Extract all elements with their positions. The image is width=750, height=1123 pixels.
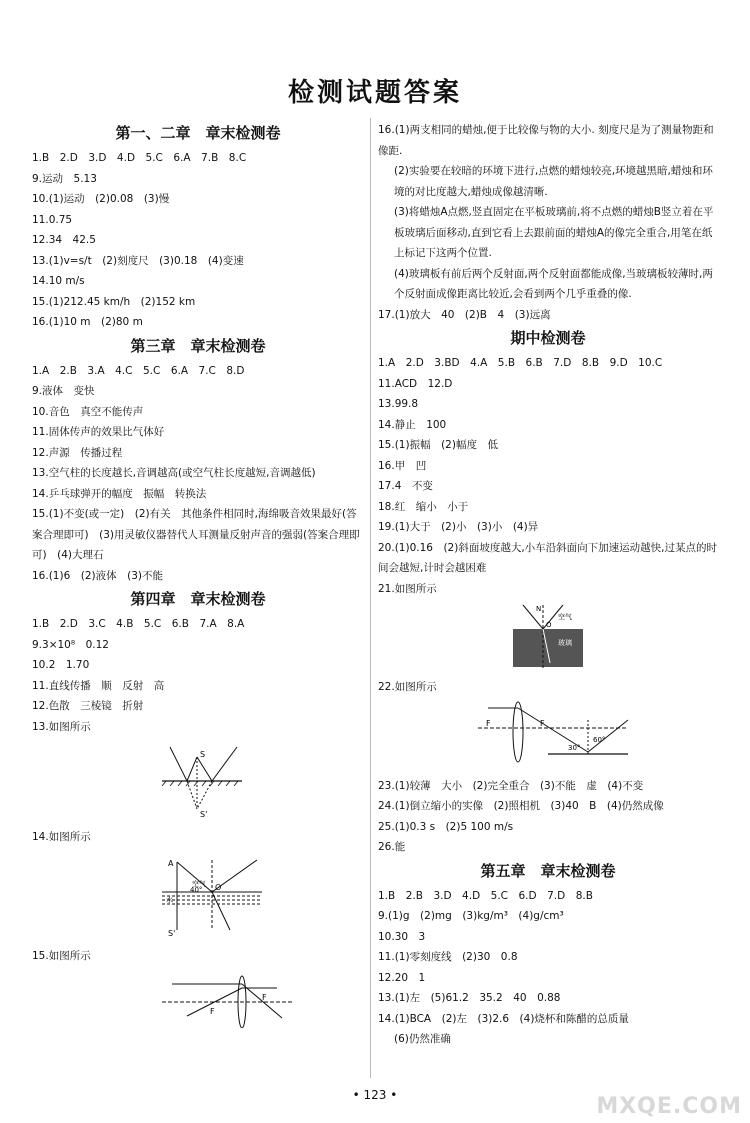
answer-line: 10.(1)运动 (2)0.08 (3)慢	[32, 193, 170, 205]
answer-line: 1.B 2.B 3.D 4.D 5.C 6.D 7.D 8.B	[378, 889, 593, 902]
label-angle-40: 40°	[190, 885, 203, 894]
answer-line: 11.ACD 12.D	[378, 377, 453, 390]
answer-line: 10.30 3	[378, 930, 426, 943]
answer-line: 12.20 1	[378, 971, 426, 984]
answer-line: 13.空气柱的长度越长,音调越高(或空气柱长度越短,音调越低)	[32, 467, 316, 479]
answer-line: 10.音色 真空不能传声	[32, 405, 144, 418]
section-heading-ch4: 第四章 章末检测卷	[130, 590, 266, 608]
answer-line: (6)仍然准确	[394, 1033, 451, 1045]
answer-line: 1.A 2.B 3.A 4.C 5.C 6.A 7.C 8.D	[32, 364, 245, 377]
answer-line: 16.甲 凹	[378, 459, 427, 472]
page-title: 检测试题答案	[287, 78, 462, 108]
answer-line: 1.B 2.D 3.D 4.D 5.C 6.A 7.B 8.C	[32, 152, 247, 164]
label-f: F	[486, 718, 491, 728]
label-water: 水	[166, 895, 173, 904]
answer-line: 13.(1)左 (5)61.2 35.2 40 0.88	[378, 992, 561, 1004]
answer-line: 17.4 不变	[378, 480, 433, 492]
left-column	[32, 120, 364, 1034]
answer-line: 14.10 m/s	[32, 275, 85, 287]
answer-line: 14.乒乓球弹开的幅度 振幅 转换法	[32, 487, 207, 500]
watermark-logo: MXQE.COM	[596, 1094, 742, 1119]
answer-line: 11.固体传声的效果比气体好	[32, 426, 165, 438]
answer-line: 12.声源 传播过程	[32, 446, 123, 459]
answer-line: 11.直线传播 顺 反射 高	[32, 679, 165, 692]
answer-line: 21.如图所示	[378, 582, 437, 595]
label-air: 空气	[558, 613, 572, 621]
answer-line: 23.(1)较薄 大小 (2)完全重合 (3)不能 虚 (4)不变	[378, 779, 644, 792]
lens-mirror-figure	[378, 700, 708, 770]
answer-line: 14.(1)BCA (2)左 (3)2.6 (4)烧杯和陈醋的总质量	[378, 1012, 629, 1025]
column-divider	[370, 118, 371, 1078]
label-n: N	[536, 605, 542, 613]
label-s-prime: S'	[168, 928, 176, 938]
answer-line: 15.(1)不变(或一定) (2)有关 其他条件相同时,海绵吸音效果最好(答案合理即可) (3)用灵敏仪器替代人耳测量反射声音的强弱(答案合理即可) (4)大理石	[32, 508, 360, 561]
answer-line: 9.(1)g (2)mg (3)kg/m³ (4)g/cm³	[378, 910, 564, 922]
answer-line: (2)实验要在较暗的环境下进行,点燃的蜡烛较亮,环境越黑暗,蜡烛和环境的对比度越大,蜡烛成像越清晰.	[394, 165, 713, 198]
answer-line: 17.(1)放大 40 (2)B 4 (3)远离	[378, 308, 551, 321]
answer-line: 16.(1)10 m (2)80 m	[32, 316, 143, 328]
answer-line: 9.3×10⁸ 0.12	[32, 638, 109, 651]
answer-line: 16.(1)6 (2)液体 (3)不能	[32, 569, 163, 582]
answer-line: 9.液体 变快	[32, 385, 95, 397]
glass-refraction-figure	[378, 601, 708, 671]
label-angle-30: 30°	[568, 743, 581, 752]
refraction-figure	[32, 850, 332, 940]
section-heading-midterm: 期中检测卷	[510, 329, 586, 347]
label-o: O	[546, 621, 552, 629]
answer-line: 11.(1)零刻度线 (2)30 0.8	[378, 951, 518, 963]
answer-line: 14.如图所示	[32, 831, 91, 843]
answer-line: 24.(1)倒立缩小的实像 (2)照相机 (3)40 B (4)仍然成像	[378, 800, 664, 812]
answer-line: (3)将蜡烛A点燃,竖直固定在平板玻璃前,将不点燃的蜡烛B竖立着在平板玻璃后面移动,直到它看上去跟前面的蜡烛A的像完全重合,用笔在纸上标记下这两个位置.	[394, 206, 714, 259]
answer-line: 15.如图所示	[32, 949, 91, 962]
section-heading-ch3: 第三章 章末检测卷	[130, 336, 266, 355]
answer-line: 16.(1)两支相同的蜡烛,便于比较像与物的大小. 刻度尺是为了测量物距和像距.	[378, 124, 714, 157]
answer-line: 13.(1)v=s/t (2)刻度尺 (3)0.18 (4)变速	[32, 254, 244, 267]
answer-line: 20.(1)0.16 (2)斜面坡度越大,小车沿斜面向下加速运动越快,过某点的时间会越短,计时会越困难	[378, 541, 717, 574]
answer-line: 25.(1)0.3 s (2)5 100 m/s	[378, 820, 514, 833]
label-angle-60: 60°	[593, 735, 606, 744]
answer-line: 15.(1)212.45 km/h (2)152 km	[32, 295, 196, 308]
label-a: A	[168, 858, 174, 868]
label-o: O	[215, 882, 222, 892]
answer-line: 1.B 2.D 3.C 4.B 5.C 6.B 7.A 8.A	[32, 618, 245, 630]
answer-line: 14.静止 100	[378, 418, 447, 431]
answer-line: 1.A 2.D 3.BD 4.A 5.B 6.B 7.D 8.B 9.D 10.C	[378, 357, 663, 369]
answer-line: 22.如图所示	[378, 681, 437, 693]
answer-line: (4)玻璃板有前后两个反射面,两个反射面都能成像,当玻璃板较薄时,两个反射面成像距离比较近,会看到两个几乎重叠的像.	[394, 267, 713, 300]
answer-line: 19.(1)大于 (2)小 (3)小 (4)异	[378, 521, 539, 533]
answer-line: 15.(1)振幅 (2)幅度 低	[378, 439, 498, 451]
answer-line: 13.如图所示	[32, 720, 91, 733]
right-column	[378, 120, 718, 1050]
answer-line: 12.34 42.5	[32, 234, 96, 246]
answer-line: 10.2 1.70	[32, 659, 90, 671]
label-air: 空气	[192, 879, 206, 888]
answer-line: 11.0.75	[32, 213, 73, 226]
lens-figure	[32, 968, 332, 1028]
answer-line: 9.运动 5.13	[32, 172, 97, 185]
label-s-prime: S'	[200, 810, 208, 819]
section-heading-ch1-2: 第一、二章 章末检测卷	[115, 124, 281, 142]
label-f: F	[210, 1007, 215, 1016]
page-number: • 123 •	[352, 1088, 398, 1102]
answer-line: 18.红 缩小 小于	[378, 500, 469, 513]
label-s: S	[200, 750, 206, 759]
label-glass: 玻璃	[558, 639, 572, 647]
label-f: F	[540, 718, 545, 728]
answer-line: 13.99.8	[378, 398, 419, 410]
answer-line: 26.能	[378, 841, 406, 853]
mirror-reflection-figure	[32, 739, 332, 821]
label-f: F	[262, 993, 267, 1002]
section-heading-ch5: 第五章 章末检测卷	[480, 861, 616, 880]
answer-line: 12.色散 三棱镜 折射	[32, 700, 144, 712]
